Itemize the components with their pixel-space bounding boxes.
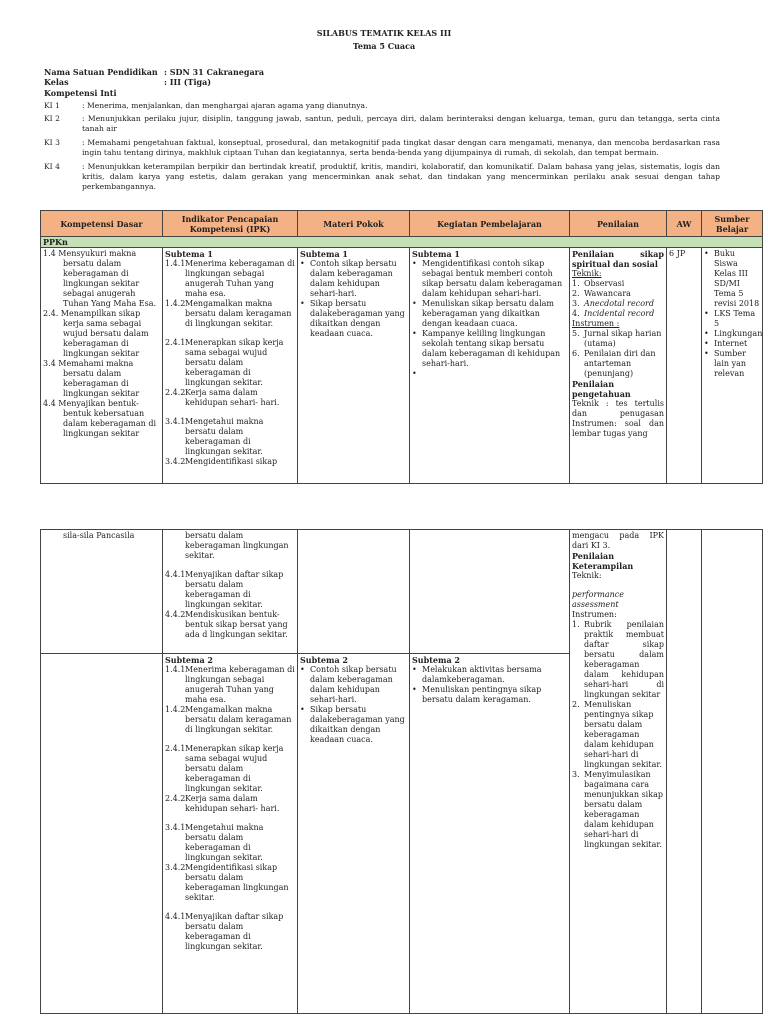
header-kd: Kompetensi Dasar	[41, 211, 163, 237]
school-value: : SDN 31 Cakranegara	[164, 67, 265, 77]
aw-cell: 6 JP	[667, 248, 702, 484]
penilaian-cell: Penilaian sikap spiritual dan sosial Teknik: 1. Observasi 2. Wawancara 3. Anecdotal record 4. Incidental record Instrumen : 5. Jurnal sikap harian (utama) 6. Penilaian diri dan antarteman (penunjang) Penilaian pengetahuan Teknik : tes tertulis dan penugasan Instrumen: soal dan lembar tugas yang	[570, 248, 667, 484]
ipk-cell-cont: bersatu dalam keberagaman lingkungan sekitar. 4.4.1 Menyajikan daftar sikap bersatu dalam keberagaman di lingkungan sekitar. 4.4.2 Mendiskusikan bentuk-bentuk sikap bersat yang ada d lingkungan sekitar.	[163, 530, 298, 654]
header-ipk: Indikator Pencapaian Kompetensi (IPK)	[163, 211, 298, 237]
page-1	[0, 0, 768, 485]
syllabus-table-page-2	[40, 529, 763, 1014]
ki-1: KI 1 : Menerima, menjalankan, dan menghargai ajaran agama yang dianutnya.	[44, 101, 368, 110]
sumber-cell-cont	[702, 530, 763, 1014]
syllabus-table-page-1	[40, 210, 763, 484]
subject-label: PPKn	[41, 237, 763, 248]
materi-cell-cont	[298, 530, 410, 654]
header-penilaian: Penilaian	[570, 211, 667, 237]
ipk-cell: Subtema 1 1.4.1 Menerima keberagaman di lingkungan sebagai anugerah Tuhan yang maha esa. 1.4.2 Mengamalkan makna bersatu dalam keragaman di lingkungan sekitar. 2.4.1 Menerapkan sikap kerja sama sebagai wujud bersatu dalam keberagaman di lingkungan sekitar. 2.4.2 Kerja sama dalam kehidupan sehari- hari. 3.4.1 Mengetahui makna bersatu dalam keberagaman di lingkungan sekitar. 3.4.2 Mengidentifikasi sikap	[163, 248, 298, 484]
kd-cell-cont: sila-sila Pancasila	[41, 530, 163, 654]
header-aw: AW	[667, 211, 702, 237]
kd-cell: 1.4 Mensyukuri makna bersatu dalam keberagaman di lingkungan sekitar sebagai anugerah Tuhan Yang Maha Esa. 2.4. Menampilkan sikap kerja sama sebagai wujud bersatu dalam keberagaman di lingkungan sekitar 3.4 Memahami makna bersatu dalam keberagaman di lingkungan sekitar 4.4 Menyajikan bentuk-bentuk kebersatuan dalam keberagaman di lingkungan sekitar	[41, 248, 163, 484]
kegiatan-cell: Subtema 1 • Mengidentifikasi contoh sikap sebagai bentuk memberi contoh sikap bersatu dalam keberagaman dalam kehidupan sehari-hari. • Menuliskan sikap bersatu dalam keberagaman yang dikaitkan dengan keadaan cuaca. • Kampanye keliling lingkungan sekolah tentang sikap bersatu dalam keberagaman di kehidupan sehari-hari. •	[410, 248, 570, 484]
kegiatan-cell-cont	[410, 530, 570, 654]
table-row	[41, 530, 763, 654]
kegiatan-cell-s2: Subtema 2 • Melakukan aktivitas bersama dalamkeberagaman. • Menuliskan pentingnya sikap bersatu dalam keragaman.	[410, 654, 570, 1014]
identity-block	[44, 67, 264, 98]
ipk-cell-s2: Subtema 2 1.4.1 Menerima keberagaman di lingkungan sebagai anugerah Tuhan yang maha esa. 1.4.2 Mengamalkan makna bersatu dalam keragaman di lingkungan sekitar. 2.4.1 Menerapkan sikap kerja sama sebagai wujud bersatu dalam keberagaman di lingkungan sekitar. 2.4.2 Kerja sama dalam kehidupan sehari- hari. 3.4.1 Mengetahui makna bersatu dalam keberagaman di lingkungan sekitar. 3.4.2 Mengidentifikasi sikap bersatu dalam keberagaman lingkungan sekitar. 4.4.1 Menyajikan daftar sikap bersatu dalam keberagaman di lingkungan sekitar.	[163, 654, 298, 1014]
penilaian-cell-cont: mengacu pada IPK dari KI 3. Penilaian Keterampilan Teknik: performance assessment Instrumen: 1. Rubrik penilaian praktik membuat daftar sikap bersatu dalam keberagaman dalam kehidupan sehari-hari di lingkungan sekitar 2. Menuliskan pentingnya sikap bersatu dalam keberagaman dalam kehidupan sehari-hari di lingkungan sekitar. 3. Menyimulasikan bagaimana cara menunjukkan sikap bersatu dalam keberagaman dalam kehidupan sehari-hari di lingkungan sekitar.	[570, 530, 667, 1014]
kd-cell-s2	[41, 654, 163, 1014]
sumber-cell: • Buku Siswa Kelas III SD/MI Tema 5 revisi 2018 • LKS Tema 5 • Lingkungan • Internet • Sumber lain yan relevan	[702, 248, 763, 484]
table-row	[41, 248, 763, 484]
class-label: Kelas	[44, 77, 69, 87]
ki-heading: Kompetensi Inti	[44, 88, 117, 98]
school-label: Nama Satuan Pendidikan	[44, 67, 158, 77]
materi-cell-s2: Subtema 2 • Contoh sikap bersatu dalam keberagaman dalam kehidupan sehari-hari. • Sikap bersatu dalakeberagaman yang dikaitkan dengan keadaan cuaca.	[298, 654, 410, 1014]
header-materi: Materi Pokok	[298, 211, 410, 237]
table-header-row	[41, 211, 763, 237]
ki-3: KI 3 : Memahami pengetahuan faktual, konseptual, prosedural, dan metakognitif pada tingkat dasar dengan cara mengamati, menanya, dan mencoba berdasarkan rasa ingin tahu tentang dirinya, makhluk ciptaan Tuhan dan kegiatannya, serta benda-benda yang dijumpainya di rumah, di sekolah, dan tempat bermain.	[44, 138, 720, 157]
title-line-2: Tema 5 Cuaca	[352, 41, 416, 51]
materi-cell: Subtema 1 • Contoh sikap bersatu dalam keberagaman dalam kehidupan sehari-hari. • Sikap bersatu dalakeberagaman yang dikaitkan dengan keadaan cuaca.	[298, 248, 410, 484]
class-value: : III (Tiga)	[164, 77, 212, 87]
header-sumber: Sumber Belajar	[702, 211, 763, 237]
ki-2: KI 2 : Menunjukkan perilaku jujur, disiplin, tanggung jawab, santun, peduli, percaya diri, dalam berinteraksi dengan keluarga, teman, guru dan tetangga, serta cinta tanah air	[44, 114, 720, 133]
aw-cell-cont	[667, 530, 702, 1014]
header-kegiatan: Kegiatan Pembelajaran	[410, 211, 570, 237]
document-title	[0, 27, 768, 53]
ki-4: KI 4 : Menunjukkan keterampilan berpikir dan bertindak kreatif, produktif, kritis, mandiri, kolaboratif, dan komunikatif. Dalam bahasa yang jelas, sistematis, logis dan kritis, dalam karya yang estetis, dalam gerakan yang mencerminkan anak sehat, dan tindakan yang mencerminkan perilaku anak sesuai dengan tahap perkembangannya.	[44, 162, 720, 191]
page-2	[0, 525, 768, 1024]
subject-row	[41, 237, 763, 248]
title-line-1: SILABUS TEMATIK KELAS III	[316, 28, 452, 38]
